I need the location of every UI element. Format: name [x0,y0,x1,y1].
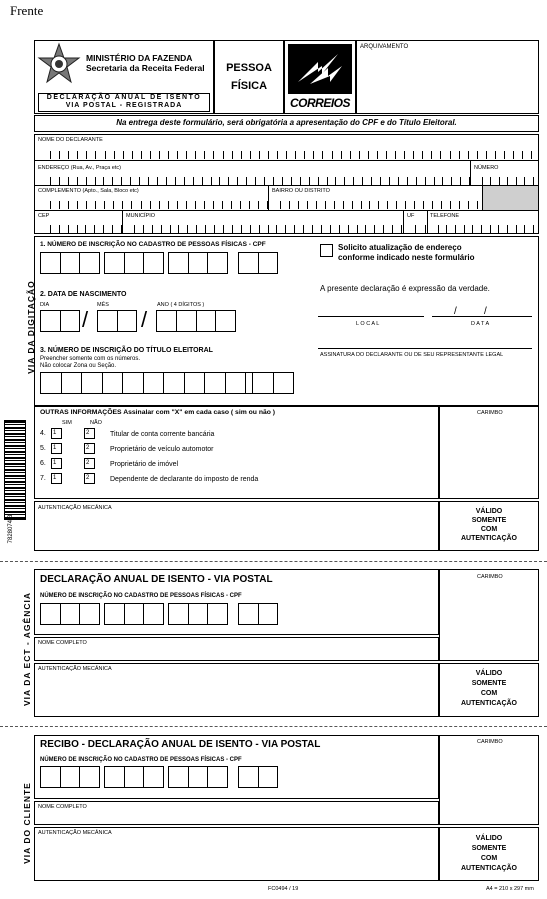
complemento-label: COMPLEMENTO (Apto., Sala, Bloco etc) [38,188,139,194]
item-4-sim-checkbox[interactable]: 1 [51,428,62,439]
uf-field[interactable] [406,225,426,233]
cut-line-1 [0,561,547,562]
data-line[interactable] [432,316,532,317]
item-6-sim-checkbox[interactable]: 1 [51,458,62,469]
mes-label: MÊS [97,302,109,308]
ano-label: ANO ( 4 DÍGITOS ) [157,302,205,308]
via-digitacao-label: VIA DA DIGITAÇÃO [26,280,36,374]
item-7-num: 7. [40,475,46,482]
slash-2: / [141,307,148,332]
valido-1a: VÁLIDO [475,508,503,515]
agencia-nome-label: NOME COMPLETO [38,640,87,646]
barcode-number: 7828074-3 [8,514,14,544]
telefone-label: TELEFONE [430,213,460,219]
bairro-label: BAIRRO OU DISTRITO [272,188,330,194]
pessoa-fisica-box [214,40,284,114]
valido-1d: AUTENTICAÇÃO [461,535,517,542]
cliente-nome-box[interactable] [34,801,439,825]
valido-3a: VÁLIDO [475,835,503,842]
cpf-boxes-2[interactable] [104,252,164,274]
assinatura-label: ASSINATURA DO DECLARANTE OU DE SEU REPRESENTANTE LEGAL [320,352,504,358]
agencia-cpf-boxes-2[interactable] [104,603,164,625]
valido-3b: SOMENTE [471,845,507,852]
valido-2d: AUTENTICAÇÃO [461,700,517,707]
valido-2a: VÁLIDO [475,670,503,677]
fisica-label: FÍSICA [230,80,268,92]
ministry-name: MINISTÉRIO DA FAZENDA [86,53,193,63]
numero-field[interactable] [474,177,534,185]
cep-label: CEP [38,213,50,219]
sim-label: SIM [62,420,72,426]
item-5-nao-checkbox[interactable]: 2 [84,443,95,454]
endereco-field[interactable] [42,177,470,185]
carimbo-box-3 [439,735,539,825]
item-7-nao-checkbox[interactable]: 2 [84,473,95,484]
brasao-icon [37,42,81,86]
item-7-text: Dependente de declarante do imposto de renda [110,476,259,483]
outras-title: OUTRAS INFORMAÇÕES Assinalar com "X" em cada caso ( sim ou não ) [40,409,276,416]
carimbo-box-2 [439,569,539,661]
nao-label: NÃO [90,420,102,426]
titulo-hint-2: Não colocar Zona ou Seção. [40,363,117,369]
carimbo-box-1 [439,406,539,499]
telefone-field[interactable] [430,225,534,233]
autenticacao-label-1: AUTENTICAÇÃO MECÂNICA [38,505,112,511]
item-6-text: Proprietário de imóvel [110,461,179,468]
titulo-boxes[interactable] [40,372,294,394]
correios-wordmark: CORREIOS [289,96,350,110]
mes-boxes[interactable] [97,310,137,332]
footer-size: A4 = 210 x 297 mm [486,886,534,892]
cep-field[interactable] [42,225,122,233]
cliente-autenticacao-label: AUTENTICAÇÃO MECÂNICA [38,830,112,836]
barcode [4,420,26,520]
data-label: D A T A [471,321,490,327]
local-line[interactable] [318,316,424,317]
agencia-cpf-label: NÚMERO DE INSCRIÇÃO NO CADASTRO DE PESSOAS FÍSICAS - CPF [40,593,242,599]
cpf-boxes-1[interactable] [40,252,100,274]
cliente-nome-label: NOME COMPLETO [38,804,87,810]
cpf-boxes-4[interactable] [238,252,278,274]
solicito-line-2: conforme indicado neste formulário [338,253,475,262]
complemento-field[interactable] [42,201,268,209]
via-cliente-label: VIA DO CLIENTE [22,782,32,864]
agencia-cpf-boxes-4[interactable] [238,603,278,625]
item-6-nao-checkbox[interactable]: 2 [84,458,95,469]
agencia-nome-box[interactable] [34,637,439,661]
item-5-sim-checkbox[interactable]: 1 [51,443,62,454]
cliente-cpf-boxes-3[interactable] [168,766,228,788]
arquivamento-box [356,40,539,114]
valido-2c: COM [480,690,498,697]
agencia-title: DECLARAÇÃO ANUAL DE ISENTO - VIA POSTAL [40,574,273,585]
item-4-num: 4. [40,430,46,437]
declaration-type-line1: DECLARAÇÃO ANUAL DE ISENTO [46,94,202,101]
declaration-type-line2: VIA POSTAL - REGISTRADA [65,102,183,109]
valido-1b: SOMENTE [471,517,507,524]
nascimento-title: 2. DATA DE NASCIMENTO [40,291,127,298]
cpf-title: 1. NÚMERO DE INSCRIÇÃO NO CADASTRO DE PESSOAS FÍSICAS - CPF [40,241,266,248]
ano-boxes[interactable] [156,310,236,332]
item-5-text: Proprietário de veículo automotor [110,446,214,453]
item-5-num: 5. [40,445,46,452]
cliente-cpf-boxes-4[interactable] [238,766,278,788]
valido-3c: COM [480,855,498,862]
nome-declarante-field[interactable] [42,151,532,159]
carimbo-label-1: CARIMBO [477,410,503,416]
cliente-cpf-label: NÚMERO DE INSCRIÇÃO NO CADASTRO DE PESSOAS FÍSICAS - CPF [40,757,242,763]
cliente-cpf-boxes-1[interactable] [40,766,100,788]
item-4-nao-checkbox[interactable]: 2 [84,428,95,439]
agencia-cpf-boxes-3[interactable] [168,603,228,625]
pessoa-label: PESSOA [226,62,272,74]
titulo-title: 3. NÚMERO DE INSCRIÇÃO DO TÍTULO ELEITORAL [40,347,213,354]
nome-declarante-label: NOME DO DECLARANTE [38,137,103,143]
municipio-field[interactable] [126,225,402,233]
solicito-checkbox[interactable] [320,244,333,257]
assinatura-line[interactable] [318,348,532,349]
via-agencia-label: VIA DA ECT - AGÊNCIA [22,592,32,706]
solicito-line-1: Solicito atualização de endereço [338,243,462,252]
agencia-cpf-boxes-1[interactable] [40,603,100,625]
valido-2b: SOMENTE [471,680,507,687]
slash-1: / [82,307,89,332]
item-4-text: Titular de conta corrente bancária [110,431,215,438]
item-7-sim-checkbox[interactable]: 1 [51,473,62,484]
endereco-label: ENDEREÇO (Rua, Av., Praça etc) [38,165,121,171]
municipio-label: MUNICÍPIO [126,213,156,219]
valido-1c: COM [480,526,498,533]
arquivamento-label: ARQUIVAMENTO [360,44,409,50]
uf-label: UF [407,213,415,219]
notice-text: Na entrega deste formulário, será obrigatória a apresentação do CPF e do Título Eleitoral. [116,118,457,127]
page-title: Frente [10,3,44,18]
titulo-hint-1: Preencher somente com os números. [40,356,141,362]
item-6-num: 6. [40,460,46,467]
footer-code: FC0494 / 19 [268,886,299,892]
cliente-title: RECIBO - DECLARAÇÃO ANUAL DE ISENTO - VIA POSTAL [40,739,321,750]
secretariat-name: Secretaria da Receita Federal [86,63,205,73]
dia-label: DIA [40,302,50,308]
carimbo-label-3: CARIMBO [477,739,503,745]
bairro-field[interactable] [272,201,478,209]
gray-box [482,186,538,210]
dia-boxes[interactable] [40,310,80,332]
carimbo-label-2: CARIMBO [477,574,503,580]
cliente-cpf-boxes-2[interactable] [104,766,164,788]
valido-3d: AUTENTICAÇÃO [461,865,517,872]
correios-logo-icon [288,44,352,94]
numero-label: NÚMERO [474,165,499,171]
verdade-text: A presente declaração é expressão da verdade. [320,284,490,293]
agencia-autenticacao-label: AUTENTICAÇÃO MECÂNICA [38,666,112,672]
cpf-boxes-3[interactable] [168,252,228,274]
cut-line-2 [0,726,547,727]
local-label: L O C A L [356,321,380,327]
